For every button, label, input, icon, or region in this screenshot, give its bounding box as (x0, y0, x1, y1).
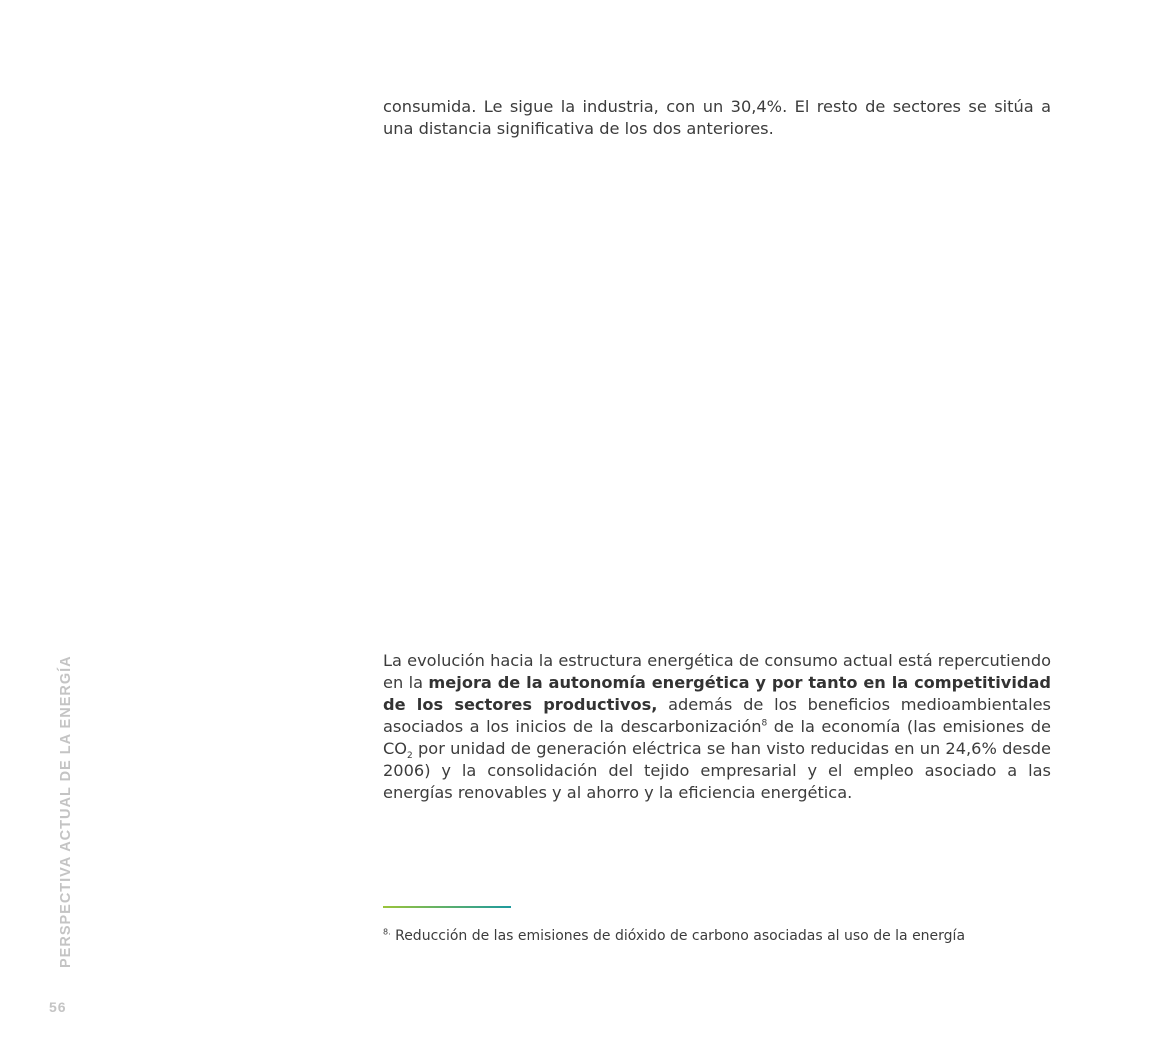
body-paragraph-continued (383, 96, 1051, 140)
footnote (383, 927, 1083, 945)
co2-subscript: 2 (407, 751, 413, 762)
footnote-divider (383, 906, 511, 908)
paragraph-text-part1: La evolución hacia la estructura energética de consumo actual está repercutiendo en la (383, 651, 1051, 692)
page-number: 56 (49, 999, 67, 1015)
paragraph-text: consumida. Le sigue la industria, con un 30,4%. El resto de sectores se sitúa a una distancia significativa de los dos anteriores. (383, 97, 1051, 138)
paragraph-text-part4: por unidad de generación eléctrica se han visto reducidas en un 24,6% desde 2006) y la consolidación del tejido empresarial y el empleo asociado a las energías renovables y al ahorro y la eficiencia energética. (383, 739, 1051, 802)
footnote-text: Reducción de las emisiones de dióxido de carbono asociadas al uso de la energía (390, 928, 966, 944)
section-side-label: PERSPECTIVA ACTUAL DE LA ENERGÍA (58, 655, 74, 968)
footnote-reference[interactable]: 8 (761, 718, 768, 729)
footnote-marker: 8. (383, 927, 391, 937)
body-paragraph-energy-evolution (383, 650, 1051, 804)
paragraph-text-part2: además de los beneficios medioambientales asociados a los inicios de la descarbonización (383, 695, 1051, 736)
paragraph-text-part3: de la economía (las emisiones de CO (383, 717, 1051, 758)
paragraph-bold-emphasis: mejora de la autonomía energética y por tanto en la competitividad de los sectores productivos, (383, 673, 1051, 714)
